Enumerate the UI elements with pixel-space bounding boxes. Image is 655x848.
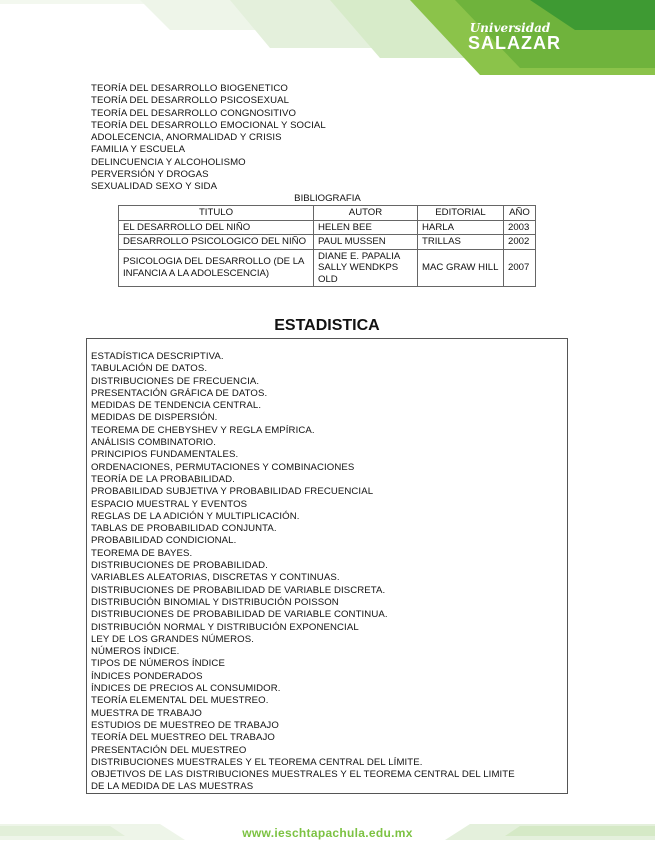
statistics-item: ANÁLISIS COMBINATORIO. — [91, 437, 216, 449]
statistics-title: ESTADISTICA — [274, 317, 380, 334]
book-publisher-cell: HARLA — [418, 220, 504, 235]
topic-item: SEXUALIDAD SEXO Y SIDA — [91, 181, 218, 193]
book-author-cell: HELEN BEE — [314, 220, 418, 235]
topic-item: TEORÍA DEL DESARROLLO CONGNOSITIVO — [91, 107, 297, 119]
logo-script-text: Universidad — [469, 21, 551, 35]
statistics-item: ÍNDICES DE PRECIOS AL CONSUMIDOR. — [91, 683, 281, 695]
statistics-item: PROBABILIDAD SUBJETIVA Y PROBABILIDAD FRECUENCIAL — [91, 486, 374, 498]
book-author-cell: DIANE E. PAPALIA SALLY WENDKPS OLD — [314, 249, 418, 287]
book-publisher-cell: MAC GRAW HILL — [418, 249, 504, 287]
statistics-item: TEORÍA DEL MUESTREO DEL TRABAJO — [91, 732, 275, 744]
statistics-item: LEY DE LOS GRANDES NÚMEROS. — [91, 633, 254, 645]
statistics-item: ORDENACIONES, PERMUTACIONES Y COMBINACIONES — [91, 461, 355, 473]
footer-website-url[interactable]: www.ieschtapachula.edu.mx — [242, 826, 413, 840]
topic-item: FAMILIA Y ESCUELA — [91, 144, 186, 156]
statistics-item: DISTRIBUCIONES DE PROBABILIDAD DE VARIABLE CONTINUA. — [91, 609, 388, 621]
table-row — [119, 220, 536, 235]
book-title-cell: PSICOLOGIA DEL DESARROLLO (DE LA INFANCIA A LA ADOLESCENCIA) — [119, 249, 314, 287]
statistics-item: DISTRIBUCIÓN NORMAL Y DISTRIBUCIÓN EXPONENCIAL — [91, 621, 359, 633]
topic-item: TEORÍA DEL DESARROLLO PSICOSEXUAL — [91, 95, 290, 107]
statistics-item: PRINCIPIOS FUNDAMENTALES. — [91, 449, 239, 461]
statistics-item: DISTRIBUCIONES MUESTRALES Y EL TEOREMA CENTRAL DEL LÍMITE. — [91, 756, 423, 768]
bibliography-header-row — [119, 206, 536, 221]
topic-item: TEORÍA DEL DESARROLLO BIOGENETICO — [91, 83, 288, 94]
statistics-item: PRESENTACIÓN DEL MUESTREO — [91, 744, 247, 756]
statistics-item: ÍNDICES PONDERADOS — [91, 670, 203, 682]
table-row — [119, 249, 536, 287]
statistics-item: DE LA MEDIDA DE LAS MUESTRAS — [91, 781, 254, 793]
statistics-item: NÚMEROS ÍNDICE. — [91, 646, 180, 658]
column-header-author: AUTOR — [314, 206, 418, 221]
table-row — [119, 235, 536, 250]
column-header-year: AÑO — [504, 206, 536, 221]
statistics-item: DISTRIBUCIONES DE PROBABILIDAD. — [91, 560, 268, 572]
column-header-title: TITULO — [119, 206, 314, 221]
book-year-cell: 2003 — [504, 220, 536, 235]
statistics-item: DISTRIBUCIONES DE PROBABILIDAD DE VARIABLE DISCRETA. — [91, 584, 386, 596]
book-year-cell: 2002 — [504, 235, 536, 250]
university-logo — [468, 21, 561, 53]
statistics-item: DISTRIBUCIÓN BINOMIAL Y DISTRIBUCIÓN POISSON — [91, 596, 339, 608]
book-publisher-cell: TRILLAS — [418, 235, 504, 250]
statistics-box — [86, 338, 568, 794]
statistics-item: TEOREMA DE CHEBYSHEV Y REGLA EMPÍRICA. — [91, 424, 315, 436]
logo-brand-text: SALAZAR — [468, 33, 561, 53]
statistics-item: VARIABLES ALEATORIAS, DISCRETAS Y CONTINUAS. — [91, 572, 340, 584]
topic-item: ADOLECENCIA, ANORMALIDAD Y CRISIS — [91, 132, 282, 144]
statistics-item: MUESTRA DE TRABAJO — [91, 707, 202, 719]
statistics-item: REGLAS DE LA ADICIÓN Y MULTIPLICACIÓN. — [91, 510, 300, 522]
book-year-cell: 2007 — [504, 249, 536, 287]
statistics-item: TEORÍA DE LA PROBABILIDAD. — [91, 473, 235, 485]
statistics-item: MEDIDAS DE DISPERSIÓN. — [91, 412, 218, 424]
statistics-item: TIPOS DE NÚMEROS ÍNDICE — [91, 658, 225, 670]
statistics-item: OBJETIVOS DE LAS DISTRIBUCIONES MUESTRALES Y EL TEOREMA CENTRAL DEL LIMITE — [91, 769, 515, 781]
statistics-item: MEDIDAS DE TENDENCIA CENTRAL. — [91, 400, 262, 412]
topic-item: TEORÍA DEL DESARROLLO EMOCIONAL Y SOCIAL — [91, 119, 326, 131]
statistics-list — [91, 351, 515, 794]
bibliography-table — [118, 205, 536, 287]
statistics-item: TABLAS DE PROBABILIDAD CONJUNTA. — [91, 523, 277, 535]
book-author-cell: PAUL MUSSEN — [314, 235, 418, 250]
statistics-item: TEOREMA DE BAYES. — [91, 547, 193, 559]
statistics-item: ESTADÍSTICA DESCRIPTIVA. — [91, 351, 224, 362]
topic-item: DELINCUENCIA Y ALCOHOLISMO — [91, 156, 246, 168]
statistics-item: PRESENTACIÓN GRÁFICA DE DATOS. — [91, 387, 268, 399]
bibliography-title: BIBLIOGRAFIA — [294, 193, 361, 204]
statistics-item: TABULACIÓN DE DATOS. — [91, 363, 208, 375]
statistics-item: DISTRIBUCIONES DE FRECUENCIA. — [91, 375, 260, 387]
topic-item: PERVERSIÓN Y DROGAS — [91, 169, 209, 181]
book-title-cell: DESARROLLO PSICOLOGICO DEL NIÑO — [119, 235, 314, 250]
book-title-cell: EL DESARROLLO DEL NIÑO — [119, 220, 314, 235]
statistics-item: TEORÍA ELEMENTAL DEL MUESTREO. — [91, 695, 269, 707]
statistics-item: ESPACIO MUESTRAL Y EVENTOS — [91, 498, 248, 510]
statistics-item: ESTUDIOS DE MUESTREO DE TRABAJO — [91, 719, 279, 731]
column-header-publisher: EDITORIAL — [418, 206, 504, 221]
statistics-item: PROBABILIDAD CONDICIONAL. — [91, 535, 237, 547]
topics-list — [91, 83, 326, 194]
